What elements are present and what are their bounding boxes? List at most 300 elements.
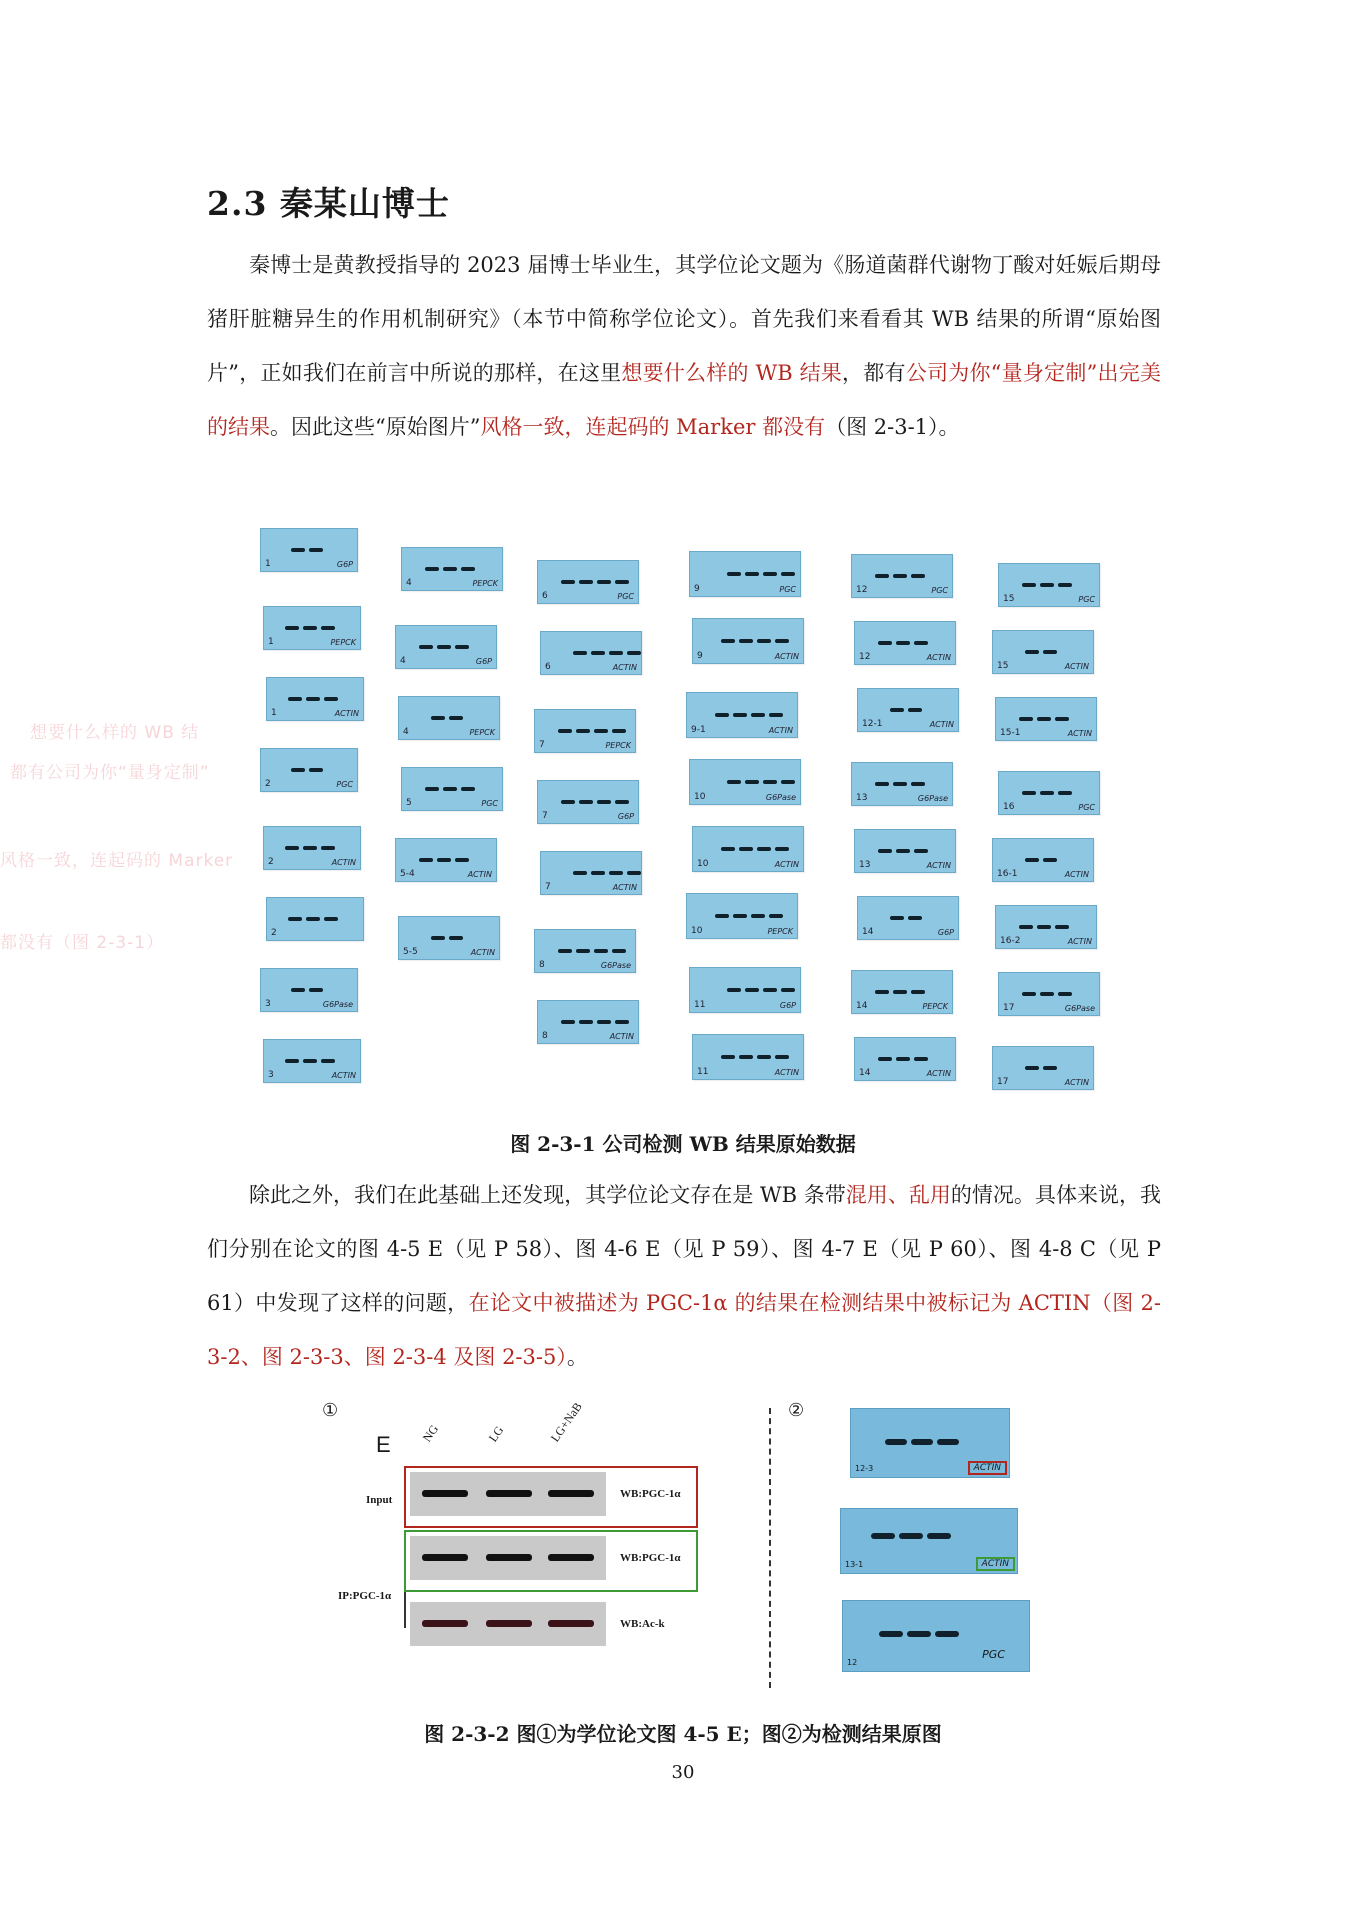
raw-blot-number: 15 xyxy=(997,661,1009,671)
raw-blot-label: PGC xyxy=(617,592,634,601)
raw-blot xyxy=(854,1037,956,1081)
raw-blot-number: 12 xyxy=(859,652,871,662)
band xyxy=(612,729,626,733)
raw-blot xyxy=(857,688,959,732)
band xyxy=(871,1533,895,1539)
band xyxy=(303,1059,317,1063)
band xyxy=(1037,717,1051,721)
band xyxy=(309,988,323,992)
band xyxy=(775,639,789,643)
band xyxy=(893,574,907,578)
band xyxy=(885,1439,907,1445)
band xyxy=(1022,992,1036,996)
blot-ip-ack xyxy=(410,1602,606,1646)
band xyxy=(763,572,777,576)
wb-label-1: WB:PGC-1α xyxy=(620,1488,681,1500)
raw-blot xyxy=(692,618,804,664)
band xyxy=(893,990,907,994)
band xyxy=(927,1533,951,1539)
ghost-text-2: 都有公司为你“量身定制” xyxy=(10,763,210,783)
band xyxy=(721,639,735,643)
raw-blot xyxy=(692,826,804,872)
raw-blot xyxy=(992,630,1094,674)
raw-blot-number: 16-1 xyxy=(997,869,1018,879)
band xyxy=(763,780,777,784)
band xyxy=(558,949,572,953)
band xyxy=(561,800,575,804)
band xyxy=(890,708,904,712)
p1-text-3: 。因此这些“原始图片” xyxy=(270,415,481,439)
raw-blot-label: ACTIN xyxy=(774,1068,799,1077)
raw-blot xyxy=(266,677,364,721)
raw-blot-number: 16 xyxy=(1003,802,1015,812)
band xyxy=(561,580,575,584)
raw-blot-label-actin-red: ACTIN xyxy=(968,1461,1007,1475)
band xyxy=(1025,650,1039,654)
band xyxy=(911,782,925,786)
band xyxy=(591,651,605,655)
raw-blot xyxy=(540,631,642,675)
raw-blot-label: ACTIN xyxy=(612,883,637,892)
band xyxy=(425,567,439,571)
p2-text-3: 。 xyxy=(566,1345,588,1369)
p2-highlight-1: 混用、乱用 xyxy=(845,1183,951,1207)
raw-blot-label: PEPCK xyxy=(469,728,495,737)
band xyxy=(449,936,463,940)
band xyxy=(745,988,759,992)
band xyxy=(751,713,765,717)
raw-blot xyxy=(998,972,1100,1016)
band xyxy=(609,871,623,875)
raw-blot xyxy=(851,554,953,598)
raw-blot-number: 11 xyxy=(694,1000,706,1010)
band xyxy=(781,572,795,576)
raw-blot xyxy=(998,771,1100,815)
raw-blot-number: 17 xyxy=(997,1077,1009,1087)
band xyxy=(1040,992,1054,996)
band xyxy=(591,871,605,875)
band xyxy=(911,574,925,578)
band xyxy=(879,1631,903,1637)
raw-blot xyxy=(692,1034,804,1080)
raw-blot xyxy=(686,692,798,738)
band xyxy=(1043,650,1057,654)
raw-blot-label: PGC xyxy=(1078,803,1095,812)
raw-blot-number: 12-1 xyxy=(862,719,883,729)
band xyxy=(775,847,789,851)
band xyxy=(288,917,302,921)
band xyxy=(896,1057,910,1061)
raw-blot-number: 15 xyxy=(1003,594,1015,604)
raw-blot-number: 15-1 xyxy=(1000,728,1021,738)
band xyxy=(1025,858,1039,862)
raw-blot-label: PEPCK xyxy=(922,1002,948,1011)
raw-blot xyxy=(689,967,801,1013)
band xyxy=(875,990,889,994)
band xyxy=(721,847,735,851)
band xyxy=(309,548,323,552)
band xyxy=(1058,583,1072,587)
band xyxy=(745,572,759,576)
band xyxy=(775,1055,789,1059)
band xyxy=(733,914,747,918)
raw-blot-number: 13-1 xyxy=(845,1560,864,1569)
raw-blot xyxy=(260,528,358,572)
raw-blot-label: PEPCK xyxy=(767,927,793,936)
band xyxy=(291,988,305,992)
raw-blot-number: 10 xyxy=(694,792,706,802)
raw-blot-label: ACTIN xyxy=(929,720,954,729)
panel-divider xyxy=(769,1408,771,1688)
wb-label-3: WB:Ac-k xyxy=(620,1618,665,1630)
p2-text-2: 的情况。具体来说，我们分别在论文的图 4-5 E（见 P 58）、图 4-6 E（见 P 59）、图 4-7 E（见 P 60）、图 4-8 C（见 P 61）中发现了这样的问题， xyxy=(207,1183,1162,1315)
raw-blot-number: 6 xyxy=(542,591,548,601)
raw-blot xyxy=(689,551,801,597)
raw-blot xyxy=(534,709,636,753)
band xyxy=(1022,791,1036,795)
band xyxy=(739,847,753,851)
raw-blot xyxy=(992,1046,1094,1090)
col-label-lg: LG xyxy=(485,1423,507,1445)
band xyxy=(935,1631,959,1637)
band xyxy=(431,716,445,720)
p1-text-1: 秦博士是黄教授指导的 2023 届博士毕业生，其学位论文题为《肠道菌群代谢物丁酸对妊娠后期母猪肝脏糖异生的作用机制研究》（本节中简称学位论文）。首先我们来看看其 WB 结果的所谓“原始图片”，正如我们在前言中所说的那样，在这里 xyxy=(207,253,1161,385)
band xyxy=(727,780,741,784)
raw-blot-number: 8 xyxy=(539,960,545,970)
raw-blot-label: PGC xyxy=(931,586,948,595)
raw-blot xyxy=(401,767,503,811)
band xyxy=(437,645,451,649)
raw-blot xyxy=(851,762,953,806)
band xyxy=(878,849,892,853)
band xyxy=(455,645,469,649)
raw-blot-number: 17 xyxy=(1003,1003,1015,1013)
raw-blot-label: G6P xyxy=(937,928,954,937)
raw-blot-12-3 xyxy=(850,1408,1010,1478)
ghost-text-3: 风格一致，连起码的 Marker xyxy=(0,851,234,871)
raw-blot-label: ACTIN xyxy=(768,726,793,735)
band xyxy=(449,716,463,720)
band xyxy=(908,916,922,920)
band xyxy=(769,914,783,918)
band xyxy=(461,787,475,791)
raw-blot-number: 5-4 xyxy=(400,869,415,879)
band xyxy=(937,1439,959,1445)
band xyxy=(627,651,641,655)
band xyxy=(1058,791,1072,795)
band xyxy=(303,846,317,850)
band xyxy=(1019,925,1033,929)
raw-blot-number: 16-2 xyxy=(1000,936,1021,946)
band xyxy=(721,1055,735,1059)
band xyxy=(443,787,457,791)
raw-blot-label: ACTIN xyxy=(612,663,637,672)
p2-text-1: 除此之外，我们在此基础上还发现，其学位论文存在是 WB 条带 xyxy=(249,1183,846,1207)
raw-blot-number: 8 xyxy=(542,1031,548,1041)
band xyxy=(781,780,795,784)
col-label-lg-nab: LG+NaB xyxy=(547,1399,585,1445)
raw-blot xyxy=(540,851,642,895)
band xyxy=(288,697,302,701)
raw-blot xyxy=(851,970,953,1014)
band xyxy=(594,729,608,733)
panel-right-number: ② xyxy=(788,1400,805,1421)
band xyxy=(419,645,433,649)
band xyxy=(285,626,299,630)
raw-blot-number: 5 xyxy=(406,798,412,808)
raw-blot-number: 5-5 xyxy=(403,947,418,957)
band xyxy=(1058,992,1072,996)
band xyxy=(878,641,892,645)
band xyxy=(291,768,305,772)
raw-blot xyxy=(537,1000,639,1044)
band xyxy=(486,1554,532,1561)
raw-blot-number: 3 xyxy=(265,999,271,1009)
band xyxy=(757,639,771,643)
raw-blot-number: 9 xyxy=(697,651,703,661)
band xyxy=(597,800,611,804)
figure-raw-blots xyxy=(0,528,1110,1094)
raw-blot-label: ACTIN xyxy=(470,948,495,957)
band xyxy=(1025,1066,1039,1070)
raw-blot xyxy=(854,829,956,873)
band xyxy=(573,871,587,875)
band xyxy=(597,580,611,584)
raw-blot-number: 7 xyxy=(545,882,551,892)
raw-blot-number: 11 xyxy=(697,1067,709,1077)
p2-highlight-2: 在论文中被描述为 PGC-1α 的结果在检测结果中被标记为 ACTIN（图 2-3-2、图 2-3-3、图 2-3-4 及图 2-3-5） xyxy=(207,1291,1161,1369)
band xyxy=(751,914,765,918)
band xyxy=(733,713,747,717)
raw-blot-number: 4 xyxy=(403,727,409,737)
raw-blot xyxy=(398,916,500,960)
panel-left-number: ① xyxy=(322,1400,339,1421)
raw-blot-label: ACTIN xyxy=(1064,870,1089,879)
paragraph-1 xyxy=(207,238,1161,454)
raw-blot-label: ACTIN xyxy=(609,1032,634,1041)
raw-blot-label: PGC xyxy=(336,780,353,789)
raw-blot-label: G6Pase xyxy=(600,961,631,970)
raw-blot xyxy=(395,838,497,882)
figure-comparison xyxy=(320,1400,1060,1690)
band xyxy=(911,1439,933,1445)
raw-blot-label: G6P xyxy=(617,812,634,821)
raw-blot-label: PGC xyxy=(481,799,498,808)
page-number: 30 xyxy=(671,1762,695,1783)
raw-blot-number: 10 xyxy=(697,859,709,869)
band xyxy=(745,780,759,784)
band xyxy=(579,1020,593,1024)
band xyxy=(727,988,741,992)
raw-blot xyxy=(398,696,500,740)
raw-blot-label: PGC xyxy=(1078,595,1095,604)
band xyxy=(715,914,729,918)
band xyxy=(425,787,439,791)
band xyxy=(911,990,925,994)
band xyxy=(579,800,593,804)
raw-blot-number: 12 xyxy=(847,1658,858,1667)
p1-text-2: ，都有 xyxy=(842,361,906,385)
band xyxy=(609,651,623,655)
band xyxy=(455,858,469,862)
raw-blot-label: ACTIN xyxy=(467,870,492,879)
raw-blot-number: 2 xyxy=(268,857,274,867)
raw-blot xyxy=(995,697,1097,741)
band xyxy=(321,626,335,630)
section-heading: 2.3 秦某山博士 xyxy=(207,184,450,223)
raw-blot xyxy=(537,780,639,824)
raw-blot xyxy=(689,759,801,805)
raw-blot-label: ACTIN xyxy=(774,652,799,661)
band xyxy=(896,849,910,853)
raw-blot-label: G6Pase xyxy=(1064,1004,1095,1013)
raw-blot-label: ACTIN xyxy=(1064,662,1089,671)
band xyxy=(1040,583,1054,587)
raw-blot xyxy=(995,905,1097,949)
raw-blot xyxy=(401,547,503,591)
band xyxy=(309,768,323,772)
band xyxy=(914,641,928,645)
band xyxy=(461,567,475,571)
band xyxy=(739,639,753,643)
raw-blot-number: 9 xyxy=(694,584,700,594)
p1-highlight-2: 公司为你“量身定制”出完美的结果 xyxy=(207,361,1161,439)
raw-blot xyxy=(263,1039,361,1083)
band xyxy=(893,782,907,786)
band xyxy=(715,713,729,717)
row-label-ip: IP:PGC-1α xyxy=(338,1590,392,1602)
raw-blot-number: 10 xyxy=(691,926,703,936)
raw-blot xyxy=(537,560,639,604)
p1-highlight-3: 风格一致，连起码的 Marker 都没有 xyxy=(480,415,826,439)
raw-blot-label: PEPCK xyxy=(472,579,498,588)
band xyxy=(576,729,590,733)
raw-blot-label: ACTIN xyxy=(926,653,951,662)
band xyxy=(1043,858,1057,862)
raw-blot xyxy=(854,621,956,665)
band xyxy=(303,626,317,630)
band xyxy=(437,858,451,862)
raw-blot-number: 2 xyxy=(265,779,271,789)
raw-blot xyxy=(534,929,636,973)
band xyxy=(914,1057,928,1061)
raw-blot-label: G6Pase xyxy=(322,1000,353,1009)
band xyxy=(908,708,922,712)
raw-blot xyxy=(857,896,959,940)
band xyxy=(914,849,928,853)
band xyxy=(1022,583,1036,587)
band xyxy=(422,1554,468,1561)
band xyxy=(890,916,904,920)
raw-blot xyxy=(686,893,798,939)
raw-blot xyxy=(266,897,364,941)
band xyxy=(431,936,445,940)
band xyxy=(324,917,338,921)
band xyxy=(899,1533,923,1539)
band xyxy=(757,1055,771,1059)
band xyxy=(727,572,741,576)
band xyxy=(573,651,587,655)
band xyxy=(306,697,320,701)
blot-input-pgc xyxy=(410,1472,606,1516)
raw-blot-label: PEPCK xyxy=(330,638,356,647)
raw-blot-label: ACTIN xyxy=(331,1071,356,1080)
band xyxy=(422,1620,468,1627)
panel-letter: E xyxy=(376,1432,391,1457)
raw-blot-number: 13 xyxy=(859,860,871,870)
raw-blot-label: ACTIN xyxy=(774,860,799,869)
raw-blot-number: 6 xyxy=(545,662,551,672)
band xyxy=(291,548,305,552)
band xyxy=(486,1490,532,1497)
ghost-text-4: 都没有（图 2-3-1） xyxy=(0,933,165,953)
raw-blot-label: PGC xyxy=(779,585,796,594)
band xyxy=(548,1554,594,1561)
raw-blot-number: 1 xyxy=(265,559,271,569)
figure-2-caption: 图 2-3-2 图①为学位论文图 4-5 E；图②为检测结果原图 xyxy=(424,1722,942,1746)
band xyxy=(1037,925,1051,929)
band xyxy=(875,782,889,786)
band xyxy=(486,1620,532,1627)
band xyxy=(594,949,608,953)
band xyxy=(419,858,433,862)
band xyxy=(739,1055,753,1059)
band xyxy=(875,574,889,578)
raw-blot-label: ACTIN xyxy=(334,709,359,718)
band xyxy=(1043,1066,1057,1070)
band xyxy=(627,871,641,875)
band xyxy=(878,1057,892,1061)
band xyxy=(321,846,335,850)
band xyxy=(615,580,629,584)
blot-ip-pgc xyxy=(410,1536,606,1580)
band xyxy=(896,641,910,645)
raw-blot-label-actin-green: ACTIN xyxy=(976,1557,1015,1571)
raw-blot-number: 14 xyxy=(862,927,874,937)
band xyxy=(597,1020,611,1024)
raw-blot-number: 3 xyxy=(268,1070,274,1080)
band xyxy=(443,567,457,571)
band xyxy=(558,729,572,733)
band xyxy=(612,949,626,953)
raw-blot-number: 1 xyxy=(271,708,277,718)
raw-blot-number: 14 xyxy=(859,1068,871,1078)
band xyxy=(615,1020,629,1024)
band xyxy=(576,949,590,953)
raw-blot-label: PEPCK xyxy=(605,741,631,750)
raw-blot-label: G6Pase xyxy=(917,794,948,803)
row-label-input: Input xyxy=(366,1494,393,1506)
band xyxy=(579,580,593,584)
band xyxy=(763,988,777,992)
band xyxy=(615,800,629,804)
raw-blot-12 xyxy=(842,1600,1030,1672)
raw-blot xyxy=(998,563,1100,607)
figure-1-caption: 图 2-3-1 公司检测 WB 结果原始数据 xyxy=(510,1132,856,1156)
raw-blot-number: 7 xyxy=(539,740,545,750)
raw-blot xyxy=(992,838,1094,882)
raw-blot-number: 12-3 xyxy=(855,1464,874,1473)
raw-blot xyxy=(395,625,497,669)
band xyxy=(561,1020,575,1024)
band xyxy=(285,846,299,850)
raw-blot-label: ACTIN xyxy=(1064,1078,1089,1087)
band xyxy=(769,713,783,717)
raw-blot-number: 12 xyxy=(856,585,868,595)
raw-blot-label: ACTIN xyxy=(1067,729,1092,738)
raw-blot-label: ACTIN xyxy=(926,1069,951,1078)
raw-blot-label-pgc: PGC xyxy=(982,1648,1005,1661)
